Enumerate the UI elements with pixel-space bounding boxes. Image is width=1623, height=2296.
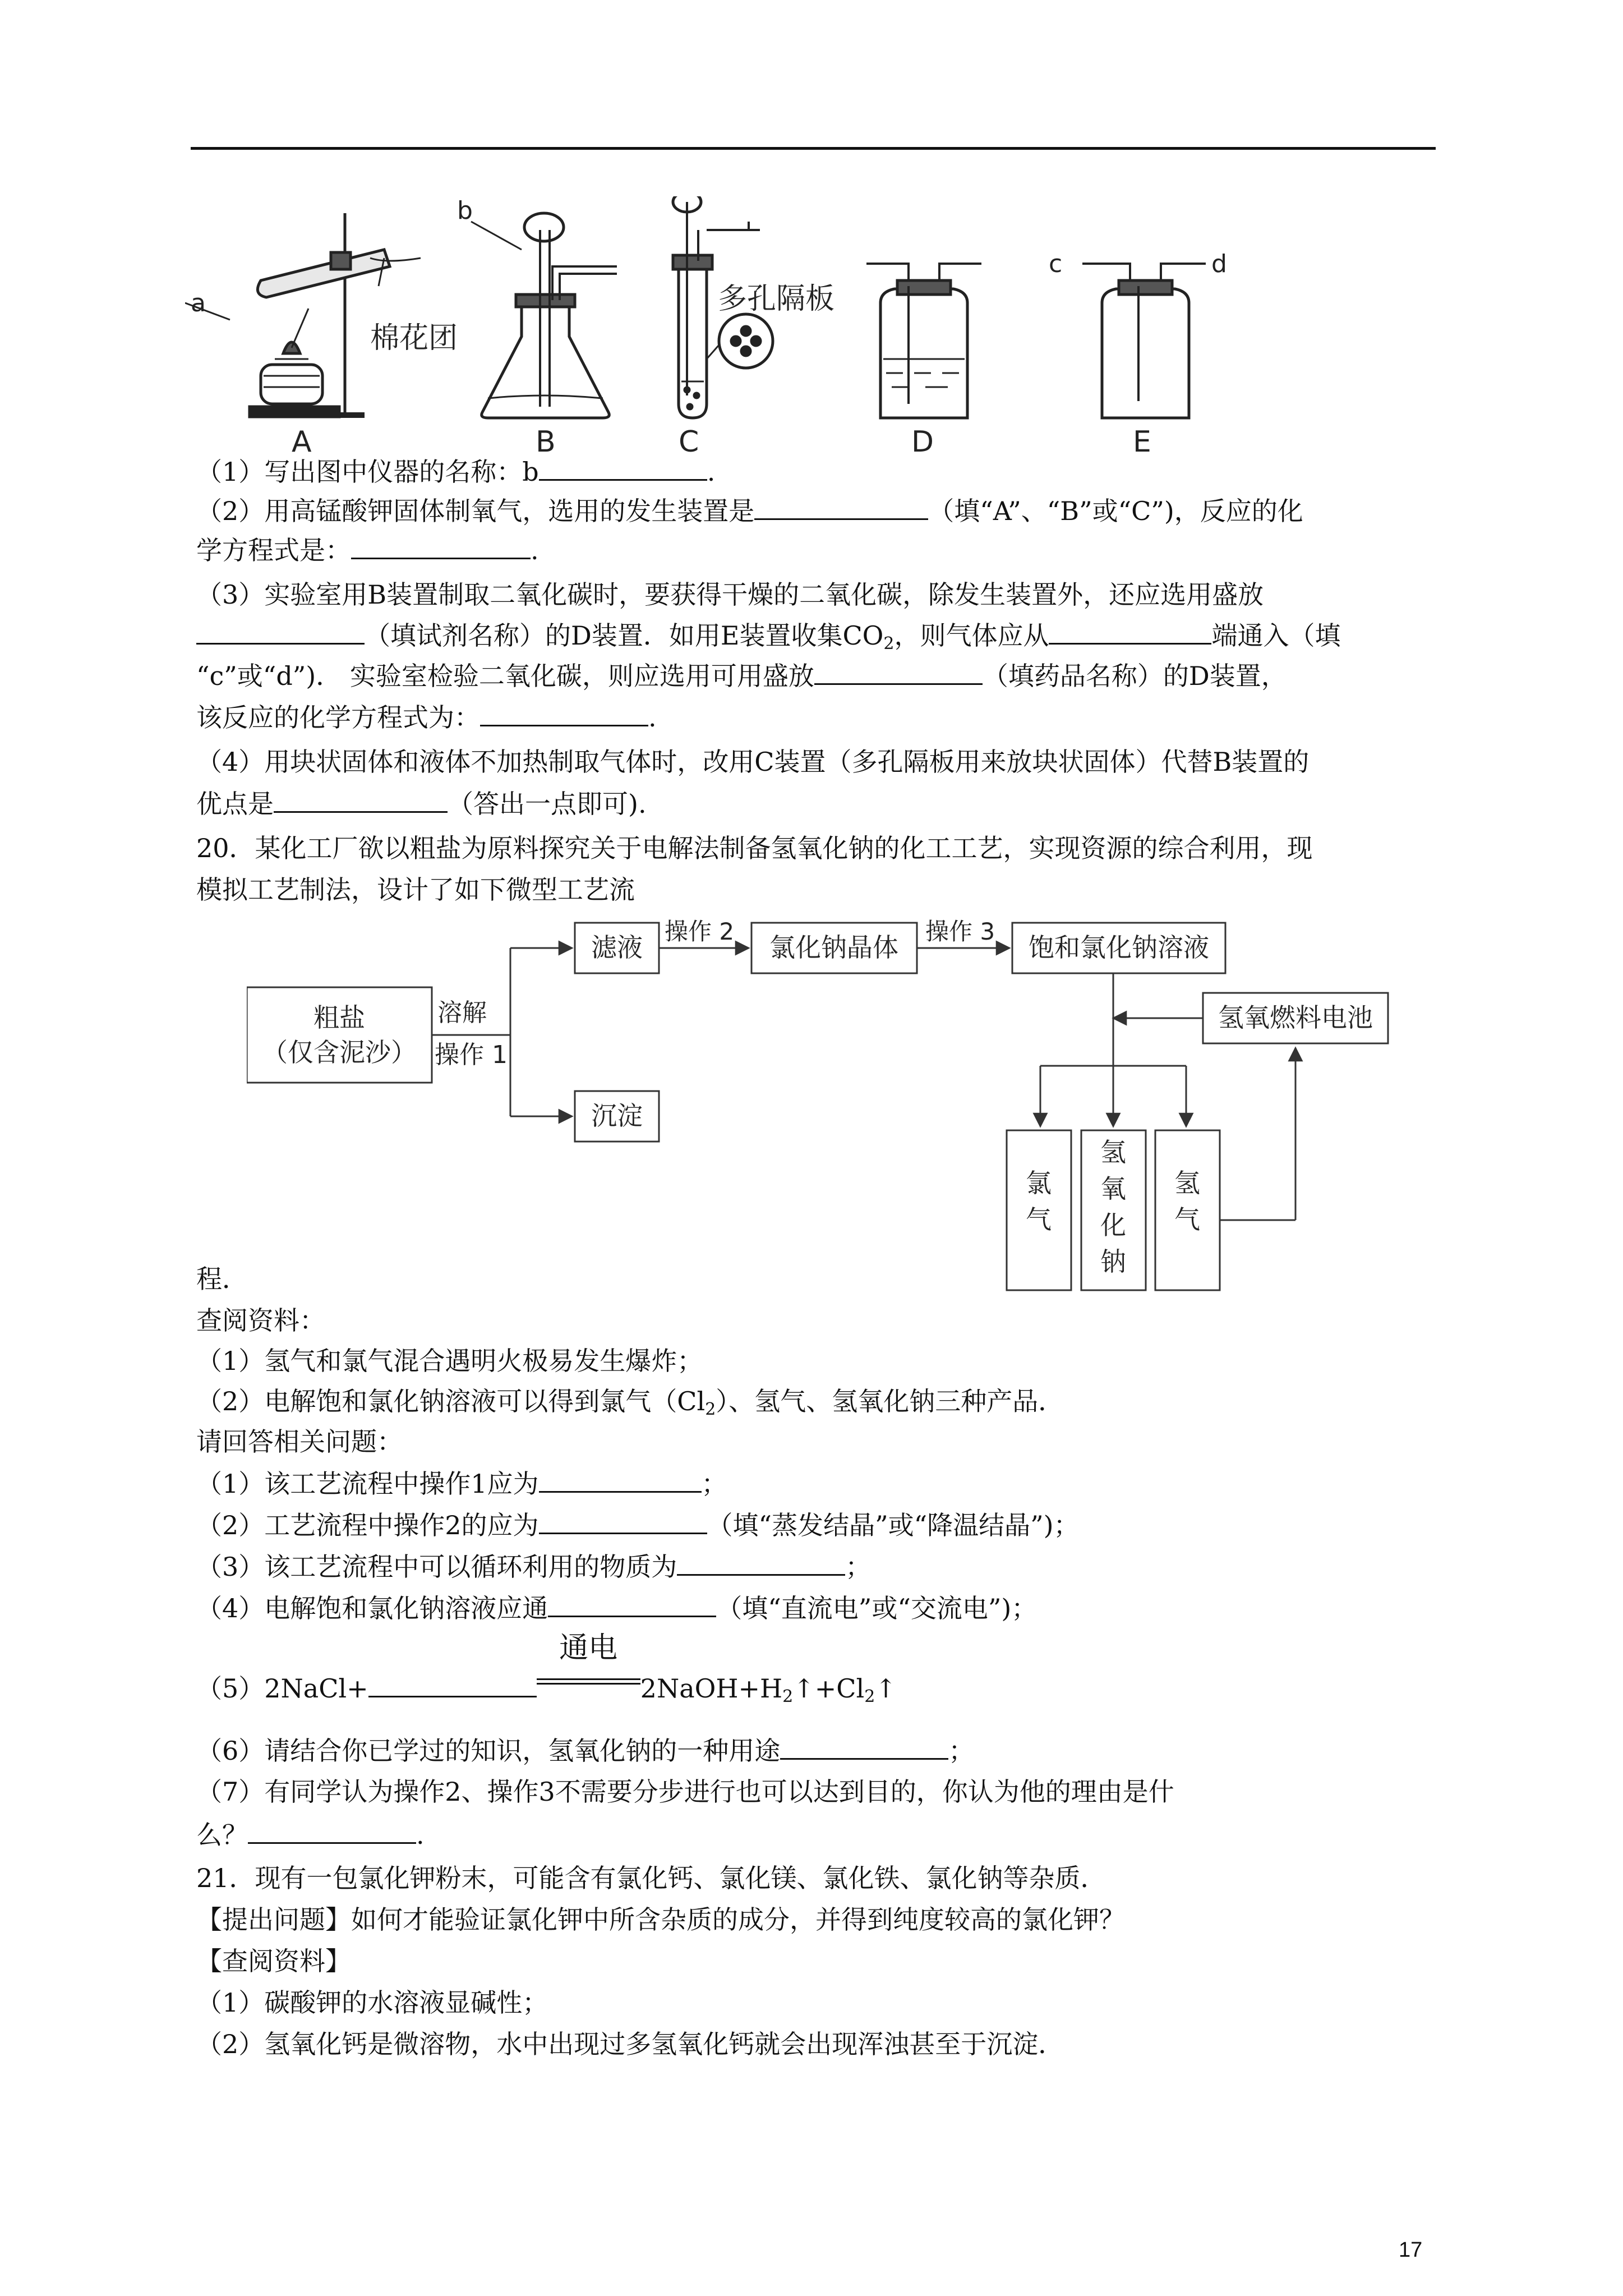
q19-part2-line2: 学方程式是： . bbox=[196, 533, 1441, 567]
q20-answer1: （1）该工艺流程中操作1应为 ； bbox=[196, 1466, 1441, 1501]
q19-blank-drug[interactable] bbox=[814, 659, 983, 685]
q20-blank-op2[interactable] bbox=[539, 1508, 707, 1534]
q20-ref1: （1）氢气和氯气混合遇明火极易发生爆炸； bbox=[196, 1346, 703, 1376]
box-crude-salt bbox=[247, 987, 432, 1083]
q19-blank-equation-1[interactable] bbox=[351, 533, 531, 559]
svg-text:粗盐: 粗盐 bbox=[313, 1002, 365, 1033]
label-op2: 操作 2 bbox=[665, 918, 735, 945]
box-fuel-cell bbox=[1203, 993, 1388, 1043]
q21-line4: （1）碳酸钾的水溶液显碱性； bbox=[196, 1987, 548, 2018]
q19-part3-line1: （3）实验室用B装置制取二氧化碳时，要获得干燥的二氧化碳，除发生装置外，还应选用盛放 bbox=[196, 579, 1264, 610]
box-filtrate bbox=[575, 923, 659, 973]
q20-blank-recycle[interactable] bbox=[677, 1549, 845, 1576]
q19-part4-line2: 优点是 （答出一点即可). bbox=[196, 786, 1441, 821]
q19-part1: （1）写出图中仪器的名称：b . bbox=[196, 454, 1441, 489]
device-letter-e: E bbox=[1133, 425, 1151, 459]
device-d bbox=[866, 264, 981, 459]
q19-blank-equation-2[interactable] bbox=[480, 700, 648, 726]
device-letter-c: C bbox=[679, 425, 699, 459]
svg-text:沉淀: 沉淀 bbox=[591, 1101, 643, 1131]
q19-blank-device[interactable] bbox=[754, 494, 928, 520]
q20-intro-line2: 模拟工艺制法，设计了如下微型工艺流 bbox=[196, 875, 635, 905]
box-precipitate bbox=[575, 1091, 659, 1142]
svg-text:饱和氯化钠溶液: 饱和氯化钠溶液 bbox=[1029, 932, 1209, 963]
label-d: d bbox=[1211, 250, 1227, 278]
q20-ask: 请回答相关问题： bbox=[196, 1427, 403, 1457]
q20-intro-line1: 20．某化工厂欲以粗盐为原料探究关于电解法制备氢氧化钠的化工工艺，实现资源的综合利用，现 bbox=[196, 833, 1313, 863]
svg-text:氯化钠晶体: 氯化钠晶体 bbox=[769, 932, 898, 963]
label-op1: 操作 1 bbox=[435, 1041, 508, 1069]
q19-blank-b-name[interactable] bbox=[539, 454, 707, 481]
box-saturated-solution bbox=[1012, 923, 1225, 973]
electrolysis-condition: 通电 bbox=[537, 1664, 640, 1697]
svg-text:滤液: 滤液 bbox=[591, 932, 643, 963]
q20-answer7-line1: （7）有同学认为操作2、操作3不需要分步进行也可以达到目的，你认为他的理由是什 bbox=[196, 1777, 1174, 1807]
q21-line1: 21．现有一包氯化钾粉末，可能含有氯化钙、氯化镁、氯化铁、氯化钠等杂质． bbox=[196, 1863, 1106, 1893]
q20-ref2: （2）电解饱和氯化钠溶液可以得到氯气$(Cl_2)$、氢气、氢氧化钠三种产品． bbox=[196, 1386, 1064, 1419]
device-a bbox=[185, 213, 458, 459]
svg-text:化: 化 bbox=[1100, 1210, 1126, 1240]
q20-answer5: （5）2NaCl+ 通电 $2NaOH+H_2↑+Cl_2↑$ bbox=[196, 1631, 897, 1706]
device-e bbox=[1049, 250, 1227, 459]
label-c: c bbox=[1049, 250, 1063, 278]
device-letter-a: A bbox=[292, 425, 312, 459]
q19-part3-line2: （填试剂名称）的D装置．如用E装置收集$CO_2$，则气体应从 端通入（填 bbox=[196, 618, 1441, 661]
label-b: b bbox=[457, 196, 473, 225]
q20-blank-use[interactable] bbox=[780, 1733, 948, 1760]
q20-answer7-line2: 么？ . bbox=[196, 1818, 1441, 1852]
q20-blank-current[interactable] bbox=[548, 1591, 716, 1617]
q19-part2-line1: （2）用高锰酸钾固体制氧气，选用的发生装置是 （填“A”、“B”或“C”)，反应的化 bbox=[196, 494, 1441, 528]
device-letter-d: D bbox=[911, 425, 934, 459]
q20-blank-op1[interactable] bbox=[539, 1466, 702, 1493]
svg-text:气: 气 bbox=[1174, 1204, 1200, 1235]
q19-blank-inlet[interactable] bbox=[1049, 618, 1211, 645]
cotton-label: 棉花团 bbox=[370, 321, 458, 355]
device-letter-b: B bbox=[536, 425, 556, 459]
q21-line2: 【提出问题】如何才能验证氯化钾中所含杂质的成分，并得到纯度较高的氯化钾？ bbox=[196, 1904, 1125, 1935]
q19-part3-line3: “c”或“d”)． 实验室检验二氧化碳，则应选用可用盛放 （填药品名称）的D装置， bbox=[196, 659, 1441, 693]
svg-text:氢: 氢 bbox=[1100, 1137, 1126, 1167]
q21-line3: 【查阅资料】 bbox=[196, 1946, 351, 1976]
q20-answer4: （4）电解饱和氯化钠溶液应通 （填“直流电”或“交流电”)； bbox=[196, 1591, 1441, 1625]
device-b bbox=[457, 196, 617, 459]
process-flow-diagram bbox=[247, 914, 1413, 1307]
device-c bbox=[673, 196, 834, 459]
header-rule bbox=[191, 147, 1436, 150]
q19-blank-advantage[interactable] bbox=[274, 786, 448, 813]
q20-blank-reason[interactable] bbox=[248, 1818, 416, 1844]
apparatus-figure bbox=[185, 196, 1251, 460]
label-a: a bbox=[191, 289, 206, 318]
q19-part3-line4: 该反应的化学方程式为： . bbox=[196, 700, 1441, 734]
svg-text:（仅含泥沙）: （仅含泥沙） bbox=[262, 1037, 417, 1068]
q19-blank-reagent[interactable] bbox=[196, 618, 365, 645]
q20-intro-line3: 程． bbox=[196, 1264, 248, 1294]
q20-answer6: （6）请结合你已学过的知识，氢氧化钠的一种用途 ； bbox=[196, 1733, 1441, 1768]
plate-label: 多孔隔板 bbox=[718, 282, 835, 316]
box-nacl-crystal bbox=[751, 923, 917, 973]
q20-answer3: （3）该工艺流程中可以循环利用的物质为 ； bbox=[196, 1549, 1441, 1584]
svg-text:气: 气 bbox=[1026, 1204, 1052, 1235]
label-dissolve: 溶解 bbox=[437, 999, 487, 1027]
svg-text:氢: 氢 bbox=[1174, 1168, 1200, 1198]
svg-text:氧: 氧 bbox=[1100, 1174, 1126, 1204]
q20-blank-reactant[interactable] bbox=[368, 1671, 537, 1697]
svg-text:氯: 氯 bbox=[1026, 1168, 1052, 1198]
svg-text:钠: 钠 bbox=[1100, 1246, 1126, 1277]
q19-part4-line1: （4）用块状固体和液体不加热制取气体时，改用C装置（多孔隔板用来放块状固体）代替B装置的 bbox=[196, 747, 1310, 777]
svg-text:氢氧燃料电池: 氢氧燃料电池 bbox=[1218, 1002, 1373, 1033]
q20-ref-title: 查阅资料： bbox=[196, 1305, 325, 1336]
q20-answer2: （2）工艺流程中操作2的应为 （填“蒸发结晶”或“降温结晶”)； bbox=[196, 1508, 1441, 1542]
q21-line5: （2）氢氧化钙是微溶物，水中出现过多氢氧化钙就会出现浑浊甚至于沉淀． bbox=[196, 2029, 1064, 2059]
page-number: 17 bbox=[1399, 2238, 1423, 2262]
label-op3: 操作 3 bbox=[925, 918, 995, 945]
